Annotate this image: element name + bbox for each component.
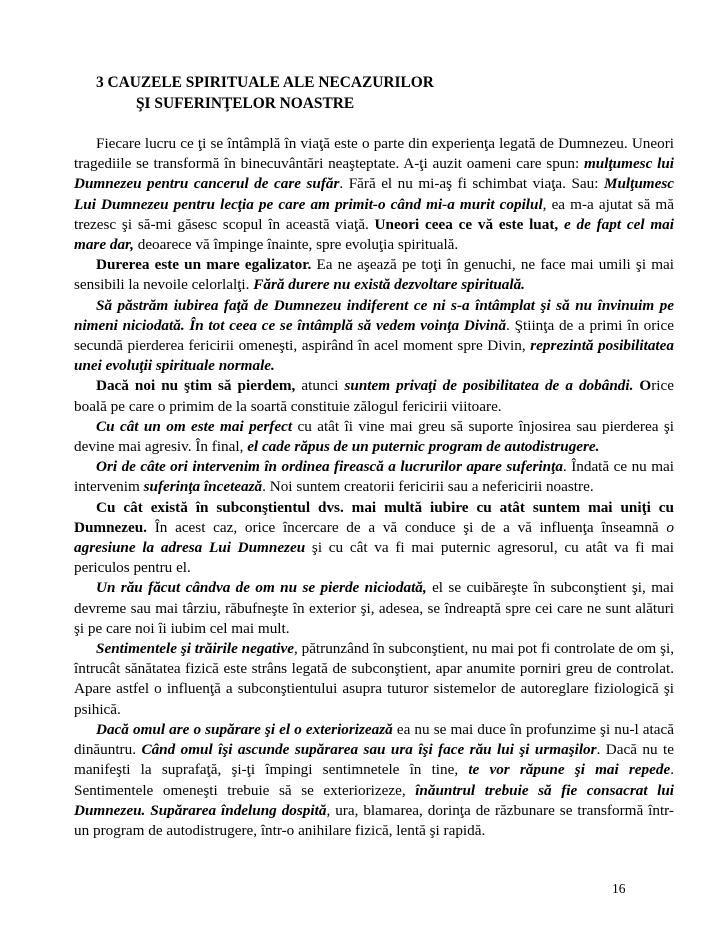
text-run: Ori de câte ori intervenim în ordinea firească a lucrurilor apare suferinţa [96, 458, 563, 476]
text-run: agresiune la adresa Lui Dumnezeu [74, 539, 306, 557]
text-run: suntem privaţi de posibilitatea de a dobândi. [344, 377, 634, 395]
chapter-heading-line-2: ŞI SUFERINŢELOR NOASTRE [136, 95, 355, 112]
text-run: , ea m-a ajutat să mă trezesc şi să-mi găsesc scopul în această viaţă. [74, 195, 674, 233]
text-run: mulţumesc lui Dumnezeu pentru cancerul de care sufăr [74, 155, 674, 193]
text-run: Sentimentele şi trăirile negative [96, 640, 294, 658]
chapter-heading-line-1: 3 CAUZELE SPIRITUALE ALE NECAZURILOR [96, 74, 434, 91]
text-run: . Îndată ce nu mai intervenim [74, 458, 675, 496]
text-run: . Noi suntem creatorii fericirii sau a nefericirii noastre. [262, 478, 594, 496]
text-run: . Sentimentele omeneşti trebuie să se exteriorizeze, [74, 761, 674, 799]
text-run: Uneori ceea ce vă este luat, [374, 215, 564, 233]
paragraph [74, 498, 674, 579]
paragraph [74, 296, 674, 377]
paragraph [74, 578, 674, 639]
text-run: ea nu se mai duce în profunzime şi nu-l atacă dinăuntru. [74, 720, 674, 759]
paragraph [74, 457, 674, 497]
text-run: şi cu cât va fi mai puternic agresorul, cu atât va fi mai periculos pentru el. [74, 539, 675, 577]
text-run: înăuntrul trebuie să fie consacrat lui Dumnezeu. Supărarea îndelung dospită [74, 781, 674, 819]
text-run: Când omul îşi ascunde supărarea sau ura îşi face rău lui şi urmaşilor [141, 741, 597, 759]
paragraph [74, 639, 674, 720]
text-run: cu atât îi vine mai greu să suporte înjosirea sau pierderea şi devine mai agresiv. În final, [74, 417, 674, 456]
paragraph [74, 134, 674, 255]
text-run: În acest caz, orice încercare de a vă conduce şi de a vă influenţa înseamnă [146, 518, 667, 536]
text-run: rice boală pe care o primim de la soartă constituie zălogul fericirii viitoare. [74, 377, 674, 415]
text-run: Dacă noi nu ştim să pierdem, [96, 377, 296, 395]
text-run: , pătrunzând în subconştient, nu mai pot fi controlate de om şi, întrucât sănătatea fizică este strâns legată de subconştient, apar anumite porniri greu de controlat. Apare astfel o influenţă a subconştientului asupra tuturor sistemelor de autoreglare fiziologică şi psihică. [74, 640, 674, 718]
paragraph [74, 417, 674, 457]
text-run: reprezintă posibilitatea unei evoluţii spirituale normale. [74, 337, 674, 375]
text-run: Ea ne aşează pe toţi în genuchi, ne face mai umili şi mai sensibili la nevoile celorlalţi. [74, 256, 674, 294]
page-number: 16 [612, 881, 626, 896]
paragraph [74, 376, 674, 416]
text-run: O [639, 377, 652, 395]
paragraph [74, 720, 674, 841]
text-run: Mulţumesc Lui Dumnezeu pentru lecţia pe care am primit-o când mi-a murit copilul [74, 175, 674, 213]
chapter-heading [96, 72, 434, 114]
text-run: Dacă omul are o supărare şi el o exteriorizează [96, 720, 393, 738]
text-run: el se cuibăreşte în subconştient şi, mai devreme sau mai târziu, răbufneşte în exterior şi, adesea, se îndreaptă spre cei care ne sunt alături şi pe care noi îi iubim cel mai mult. [74, 579, 674, 637]
text-run: Un rău făcut cândva de om nu se pierde niciodată, [96, 579, 427, 597]
text-run: , ura, blamarea, dorinţa de răzbunare se transformă într-un program de autodistrugere, într-o anihilare fizică, lentă şi rapidă. [74, 801, 674, 839]
text-run: e de fapt cel mai mare dar, [74, 215, 674, 254]
text-run: Fiecare lucru ce ţi se întâmplă în viaţă este o parte din experienţa legată de Dumnezeu. Uneori tragediile se transformă în binecuvântări neaşteptate. A-ţi auzit oameni care spun: [74, 135, 674, 173]
text-run: suferinţa încetează [143, 478, 263, 496]
paragraph [74, 255, 674, 295]
text-run: te vor răpune şi mai repede [468, 761, 671, 779]
text-run: Fără durere nu există dezvoltare spirituală. [253, 276, 525, 294]
text-run: . Ştiinţa de a primi în orice secundă pierderea fericirii omeneşti, aspirând în acel moment spre Divin, [74, 316, 674, 355]
text-run: . Fără el nu mi-aş fi schimbat viaţa. Sau: [339, 175, 604, 193]
text-run: atunci [295, 377, 345, 395]
text-run: o [666, 518, 674, 536]
text-run: Cu cât un om este mai perfect [96, 417, 293, 435]
text-run: Durerea este un mare egalizator. [96, 256, 312, 274]
text-run: . Dacă nu te manifeşti la suprafaţă, şi-ţi împingi sentimnetele în tine, [74, 741, 674, 779]
text-run: deoarece vă împinge înainte, spre evoluţia spirituală. [133, 236, 459, 254]
text-run: el cade răpus de un puternic program de autodistrugere. [247, 438, 600, 456]
text-run: Să păstrăm iubirea faţă de Dumnezeu indiferent ce ni s-a întâmplat şi să nu învinuim pe nimeni niciodată. În tot ceea ce se întâmplă să vedem voinţa Divină [74, 296, 674, 334]
text-run: Cu cât există în subconştientul dvs. mai multă iubire cu atât suntem mai uniţi cu Dumnezeu. [74, 498, 674, 536]
body-text [74, 134, 674, 841]
